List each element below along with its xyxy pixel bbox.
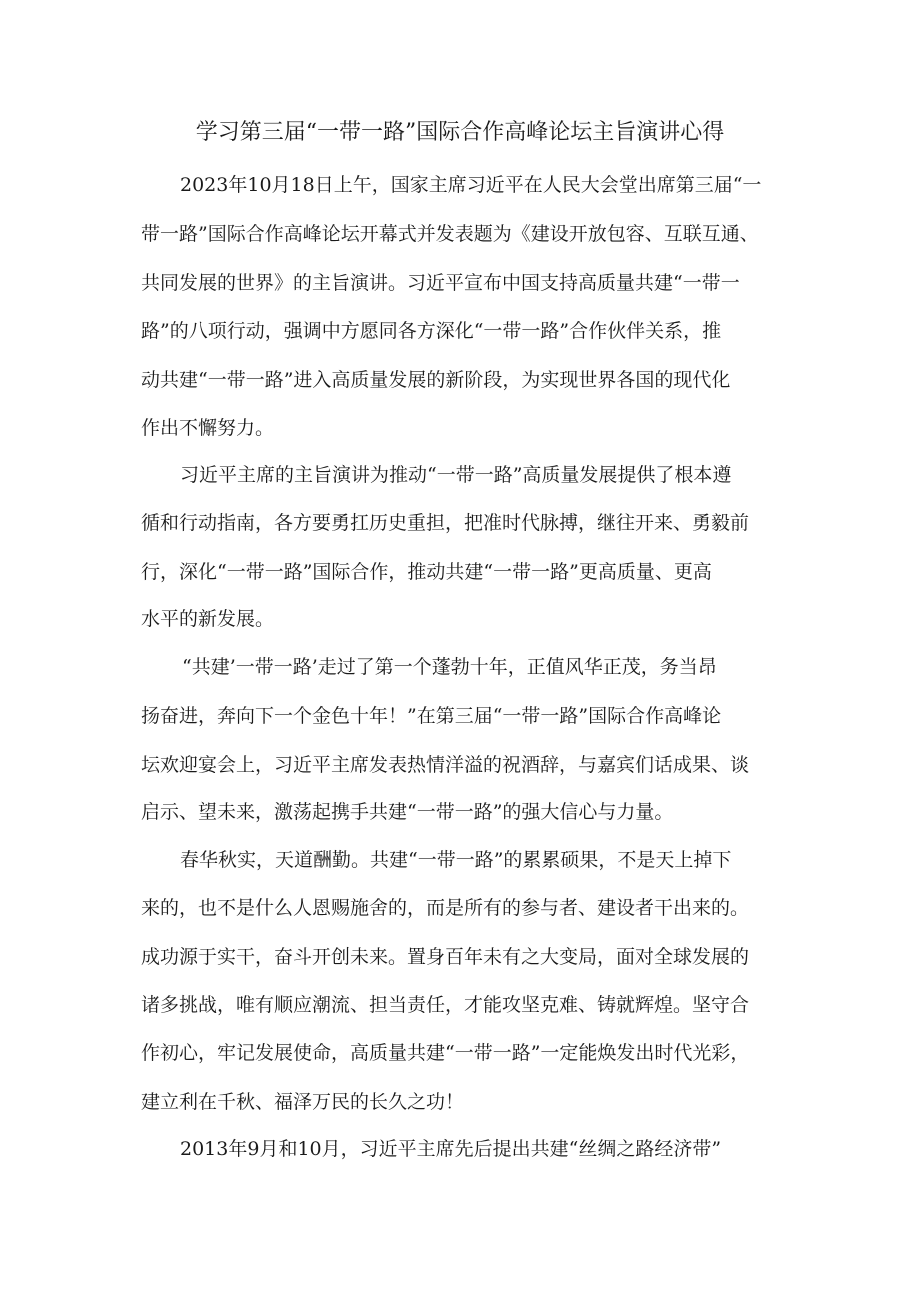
paragraph-3-line-3: 坛欢迎宴会上，习近平主席发表热情洋溢的祝酒辞，与嘉宾们话成果、谈 — [141, 754, 750, 776]
paragraph-2-line-4: 水平的新发展。 — [141, 608, 275, 630]
paragraph-5-line-1: 2013年9月和10月，习近平主席先后提出共建“丝绸之路经济带” — [180, 1138, 722, 1160]
paragraph-1-line-6: 作出不懈努力。 — [141, 417, 275, 439]
paragraph-3-line-1: “共建’一带一路’走过了第一个蓬勃十年，正值风华正茂，务当昂 — [182, 656, 717, 678]
paragraph-1-line-2: 带一路”国际合作高峰论坛开幕式并发表题为《建设开放包容、互联互通、 — [141, 223, 759, 245]
document-title: 学习第三届“一带一路”国际合作高峰论坛主旨演讲心得 — [195, 120, 725, 145]
paragraph-4-line-3: 成功源于实干，奋斗开创未来。置身百年未有之大变局，面对全球发展的 — [141, 946, 750, 968]
paragraph-4-line-5: 作初心，牢记发展使命，高质量共建“一带一路”一定能焕发出时代光彩， — [141, 1042, 750, 1064]
paragraph-3-line-4: 启示、望未来，激荡起携手共建“一带一路”的强大信心与力量。 — [141, 801, 674, 823]
paragraph-3-line-2: 扬奋进，奔向下一个金色十年！”在第三届“一带一路”国际合作高峰论 — [141, 705, 722, 727]
paragraph-4-line-2: 来的，也不是什么人恩赐施舍的，而是所有的参与者、建设者干出来的。 — [141, 897, 750, 919]
paragraph-4-line-1: 春华秋实，天道酬勤。共建“一带一路”的累累硕果，不是天上掉下 — [180, 849, 732, 871]
paragraph-1-line-5: 动共建“一带一路”进入高质量发展的新阶段，为实现世界各国的现代化 — [141, 369, 731, 391]
paragraph-2-line-2: 循和行动指南，各方要勇扛历史重担，把准时代脉搏，继往开来、勇毅前 — [141, 512, 750, 534]
paragraph-4-line-6: 建立利在千秋、福泽万民的长久之功！ — [141, 1091, 465, 1113]
paragraph-2-line-3: 行，深化“一带一路”国际合作，推动共建“一带一路”更高质量、更高 — [141, 561, 712, 583]
paragraph-1-line-1: 2023年10月18日上午，国家主席习近平在人民大会堂出席第三届“一 — [180, 174, 762, 196]
paragraph-2-line-1: 习近平主席的主旨演讲为推动“一带一路”高质量发展提供了根本遵 — [180, 464, 732, 486]
paragraph-1-line-3: 共同发展的世界》的主旨演讲。习近平宣布中国支持高质量共建“一带一 — [141, 272, 740, 294]
paragraph-1-line-4: 路”的八项行动，强调中方愿同各方深化“一带一路”合作伙伴关系，推 — [141, 320, 722, 342]
paragraph-4-line-4: 诸多挑战，唯有顺应潮流、担当责任，才能攻坚克难、铸就辉煌。坚守合 — [141, 994, 750, 1016]
